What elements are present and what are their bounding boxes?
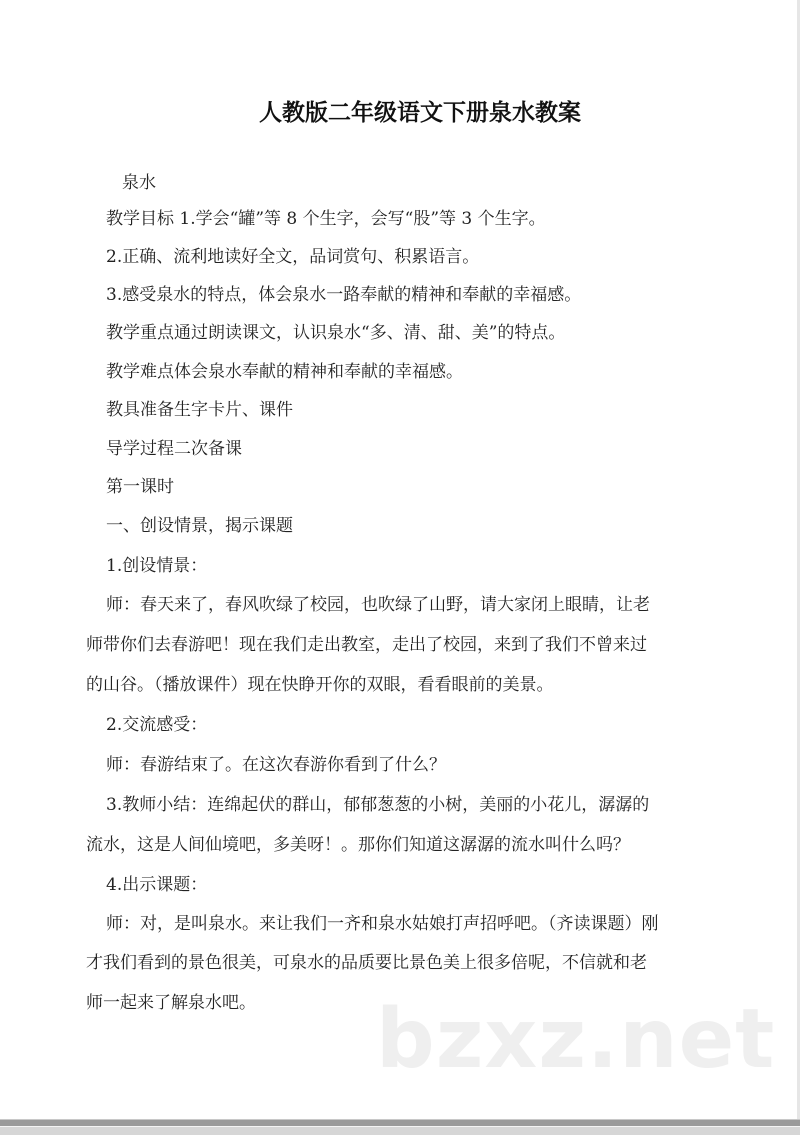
paragraph-line: 教学难点体会泉水奉献的精神和奉献的幸福感。: [106, 362, 463, 382]
paragraph-line: 流水，这是人间仙境吧，多美呀！。那你们知道这潺潺的流水叫什么吗？: [86, 835, 630, 855]
paragraph-line: 师：春游结束了。在这次春游你看到了什么？: [106, 755, 446, 775]
paragraph-line: 教学重点通过朗读课文，认识泉水“多、清、甜、美”的特点。: [106, 323, 566, 343]
paragraph-line: 的山谷。（播放课件）现在快睁开你的双眼，看看眼前的美景。: [86, 675, 554, 695]
horizontal-scrollbar[interactable]: [0, 1119, 800, 1126]
paragraph-line: 2.交流感受：: [106, 715, 208, 735]
watermark: bzxz.net: [376, 992, 776, 1087]
document-title: 人教版二年级语文下册泉水教案: [259, 100, 581, 126]
paragraph-line: 第一课时: [106, 477, 174, 497]
paragraph-line: 教具准备生字卡片、课件: [106, 400, 293, 420]
paragraph-line: 导学过程二次备课: [106, 439, 242, 459]
paragraph-line: 3.感受泉水的特点，体会泉水一路奉献的精神和奉献的幸福感。: [106, 285, 582, 305]
paragraph-line: 3.教师小结：连绵起伏的群山，郁郁葱葱的小树，美丽的小花儿，潺潺的: [106, 795, 650, 815]
paragraph-line: 师一起来了解泉水吧。: [86, 993, 256, 1013]
paragraph-line: 才我们看到的景色很美，可泉水的品质要比景色美上很多倍呢，不信就和老: [86, 953, 647, 973]
paragraph-line: 教学目标 1.学会“罐”等 8 个生字，会写“股”等 3 个生字。: [106, 209, 546, 229]
paragraph-line: 1.创设情景：: [106, 556, 208, 576]
paragraph-line: 2.正确、流利地读好全文，品词赏句、积累语言。: [106, 247, 480, 267]
paragraph-line: 师带你们去春游吧！现在我们走出教室，走出了校园，来到了我们不曾来过: [86, 635, 647, 655]
section-heading: 泉水: [122, 173, 156, 193]
paragraph-line: 一、创设情景，揭示课题: [106, 516, 293, 536]
paragraph-line: 师：春天来了，春风吹绿了校园，也吹绿了山野，请大家闭上眼睛，让老: [106, 595, 650, 615]
paragraph-line: 4.出示课题：: [106, 875, 208, 895]
paragraph-line: 师：对，是叫泉水。来让我们一齐和泉水姑娘打声招呼吧。（齐读课题）刚: [106, 914, 659, 934]
